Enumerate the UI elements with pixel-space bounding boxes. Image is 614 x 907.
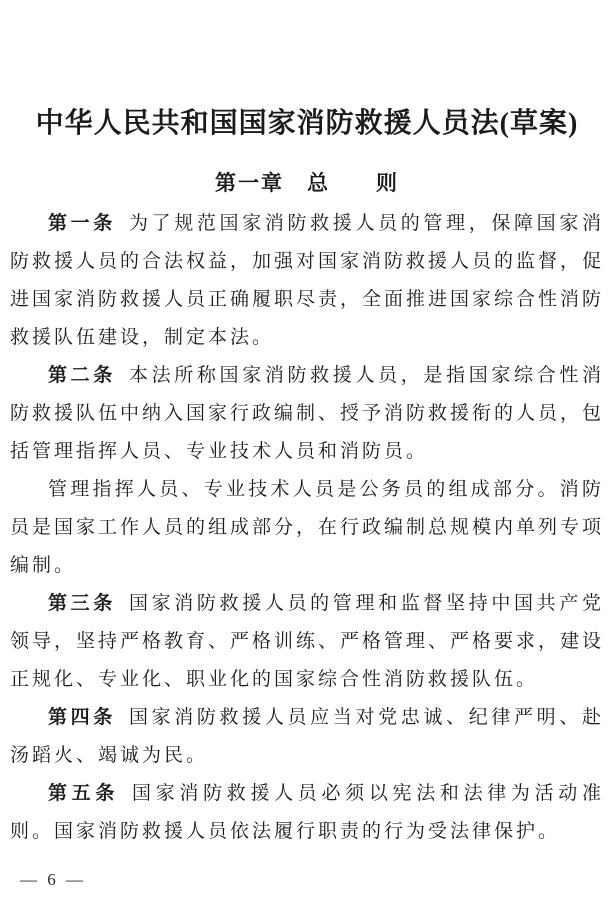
article-number: 第二条 (48, 365, 116, 386)
article-paragraph (10, 585, 604, 699)
article-text: 为了规范国家消防救援人员的管理，保障国家消防救援人员的合法权益，加强对国家消防救援人员的监督，促进国家消防救援人员正确履职尽责，全面推进国家综合性消防救援队伍建设，制定本法。 (10, 213, 605, 348)
article-text: 国家消防救援人员的管理和监督坚持中国共产党领导，坚持严格教育、严格训练、严格管理、严格要求，建设正规化、专业化、职业化的国家综合性消防救援队伍。 (10, 593, 605, 690)
article-text: 本法所称国家消防救援人员，是指国家综合性消防救援队伍中纳入国家行政编制、授予消防救援衔的人员，包括管理指挥人员、专业技术人员和消防员。 (10, 365, 605, 462)
article-paragraph (10, 471, 604, 585)
article-number: 第一条 (48, 213, 116, 234)
article-number: 第三条 (48, 593, 116, 614)
chapter-heading: 第一章 总 则 (215, 171, 399, 196)
document-body (10, 205, 604, 851)
document-title: 中华人民共和国国家消防救援人员法(草案) (35, 107, 579, 139)
article-paragraph (10, 357, 604, 471)
article-text: 管理指挥人员、专业技术人员是公务员的组成部分。消防员是国家工作人员的组成部分，在行政编制总规模内单列专项编制。 (10, 479, 605, 576)
article-paragraph (10, 205, 604, 357)
page-number: — 6 — (20, 870, 86, 889)
article-paragraph (10, 775, 604, 851)
article-text: 国家消防救援人员必须以宪法和法律为活动准则。国家消防救援人员依法履行职责的行为受法律保护。 (10, 783, 604, 842)
article-paragraph (10, 699, 604, 775)
article-number: 第四条 (48, 707, 116, 728)
article-number: 第五条 (48, 783, 120, 804)
article-text: 国家消防救援人员应当对党忠诚、纪律严明、赴汤蹈火、竭诚为民。 (10, 707, 604, 766)
